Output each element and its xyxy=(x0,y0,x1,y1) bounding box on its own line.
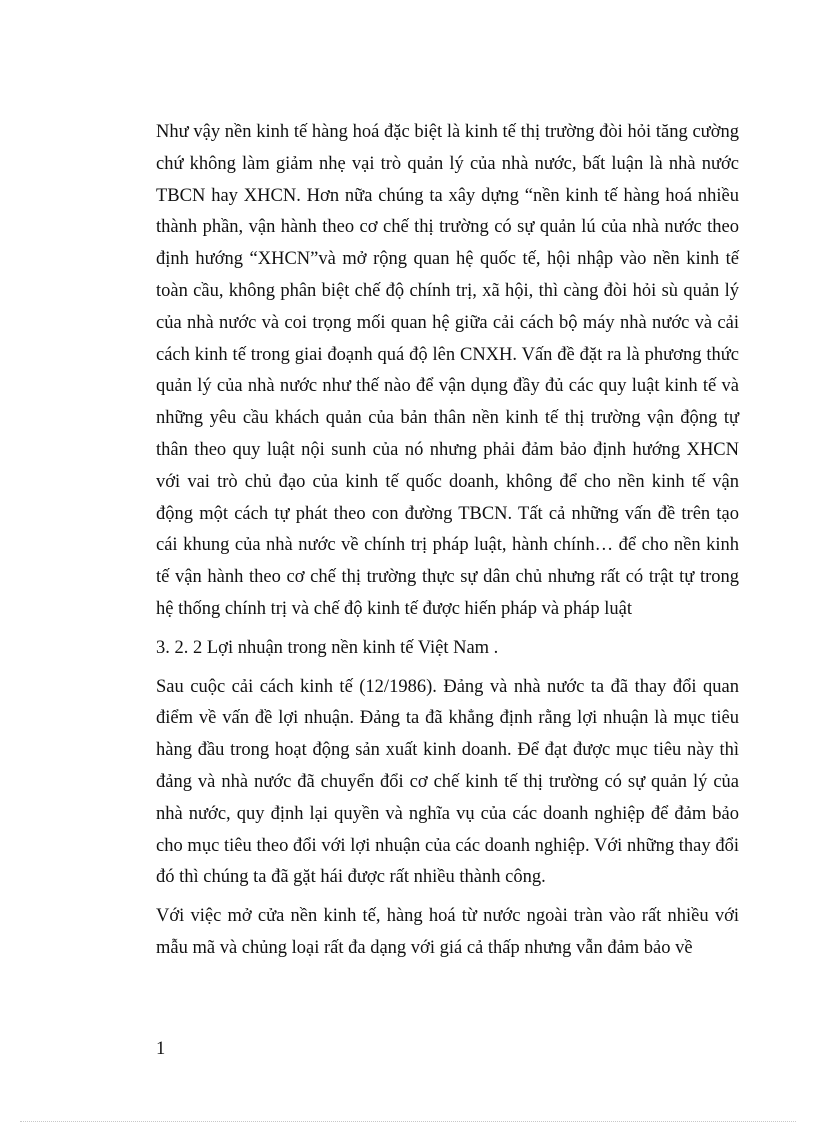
section-heading: 3. 2. 2 Lợi nhuận trong nền kinh tế Việt Nam . xyxy=(156,637,499,658)
body-paragraph: Sau cuộc cải cách kinh tế (12/1986). Đảng và nhà nước ta đã thay đổi quan điểm về vấn đề lợi nhuận. Đảng ta đã khẳng định rằng lợi nhuận là mục tiêu hàng đầu trong hoạt động sản xuất kinh doanh. Để đạt được mục tiêu này thì đảng và nhà nước đã chuyển đổi cơ chế kinh tế thị trường có sự quản lý của nhà nước, quy định lại quyền và nghĩa vụ của các doanh nghiệp để đảm bảo cho mục tiêu theo đổi với lợi nhuận của các doanh nghiệp. Với những thay đổi đó thì chúng ta đã gặt hái được rất nhiều thành công. xyxy=(156,676,739,888)
document-body xyxy=(156,117,739,965)
page-number: 1 xyxy=(156,1039,166,1059)
body-paragraph: Như vậy nền kinh tế hàng hoá đặc biệt là kinh tế thị trường đòi hỏi tăng cường chứ không làm giảm nhẹ vại trò quản lý của nhà nước, bất luận là nhà nước TBCN hay XHCN. Hơn nữa chúng ta xây dựng “nền kinh tế hàng hoá nhiều thành phần, vận hành theo cơ chế thị trường có sự quản lú của nhà nước theo định hướng “XHCN”và mở rộng quan hệ quốc tế, hội nhập vào nền kinh tế toàn cầu, không phân biệt chế độ chính trị, xã hội, thì càng đòi hỏi sù quản lý của nhà nước và coi trọng mối quan hệ giữa cải cách bộ máy nhà nước và cải cách kinh tế trong giai đoạnh quá độ lên CNXH. Vấn đề đặt ra là phương thức quản lý của nhà nước như thế nào để vận dụng đầy đủ các quy luật kinh tế và những yêu cầu khách quản của bản thân nền kinh tế thị trường vận động tự thân theo quy luật nội sunh của nó nhưng phải đảm bảo định hướng XHCN với vai trò chủ đạo của kinh tế quốc doanh, không để cho nền kinh tế vận động một cách tự phát theo con đường TBCN. Tất cả những vấn đề trên tạo cái khung của nhà nước về chính trị pháp luật, hành chính… để cho nền kinh tế vận hành theo cơ chế thị trường thực sự dân chủ nhưng rất có trật tự trong hệ thống chính trị và chế độ kinh tế được hiến pháp và pháp luật xyxy=(156,122,739,619)
footer-divider xyxy=(20,1121,796,1122)
body-paragraph: Với việc mở cửa nền kinh tế, hàng hoá từ nước ngoài tràn vào rất nhiều với mẫu mã và chủng loại rất đa dạng với giá cả thấp nhưng vẫn đảm bảo về xyxy=(156,906,739,958)
